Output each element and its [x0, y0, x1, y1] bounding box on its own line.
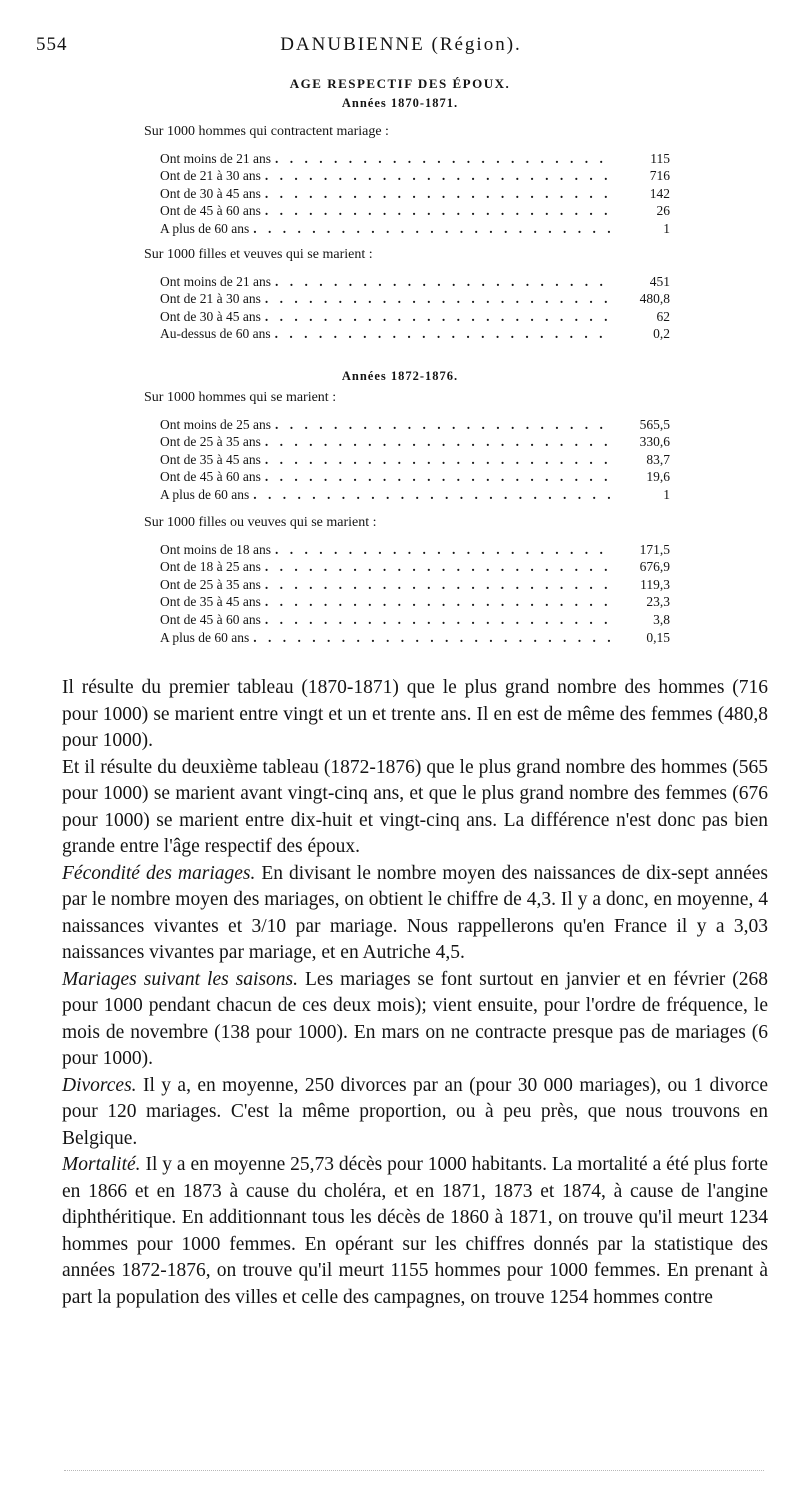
row-value: 115: [650, 150, 670, 166]
leader-dots: [265, 468, 610, 485]
table-row: [160, 202, 670, 220]
row-label: Ont de 21 à 30 ans: [160, 168, 261, 184]
row-label: A plus de 60 ans: [160, 629, 250, 645]
leader-dots: [275, 150, 610, 167]
row-value: 142: [649, 185, 670, 201]
row-value: 565,5: [639, 416, 670, 432]
leader-dots: [265, 611, 610, 628]
table-row: [160, 307, 670, 325]
leader-dots: [265, 308, 610, 325]
row-label: Ont de 35 à 45 ans: [160, 451, 261, 467]
table-row: [160, 149, 670, 167]
table-row: [160, 433, 670, 451]
table-row: [160, 593, 670, 611]
leader-dots: [275, 273, 610, 290]
table-row: [160, 468, 670, 486]
leader-dots: [265, 576, 610, 593]
footer-rule: [64, 1470, 764, 1471]
table-row: [160, 575, 670, 593]
table-intro: Sur 1000 filles ou veuves qui se marient :: [144, 515, 377, 530]
row-label: Ont de 21 à 30 ans: [160, 291, 261, 307]
row-label: A plus de 60 ans: [160, 220, 250, 236]
row-label: Ont de 45 à 60 ans: [160, 203, 261, 219]
row-value: 23,3: [646, 594, 670, 610]
paragraph-heading: Divorces.: [62, 1074, 137, 1096]
leader-dots: [253, 220, 610, 237]
row-value: 330,6: [639, 434, 670, 450]
leader-dots: [253, 629, 610, 646]
paragraph: Il résulte du premier tableau (1870-1871) que le plus grand nombre des hommes (716 pour 1000) se marient entre vingt et un et trente ans. Il en est de même des femmes (480,8 pour 1000).: [62, 677, 768, 751]
table-row: [160, 610, 670, 628]
row-value: 0,15: [646, 629, 670, 645]
row-value: 62: [656, 308, 670, 324]
leader-dots: [275, 416, 610, 433]
row-label: Ont moins de 18 ans: [160, 541, 271, 557]
paragraph-heading: Fécondité des mariages.: [62, 862, 256, 884]
leader-dots: [265, 202, 610, 219]
leader-dots: [265, 290, 610, 307]
paragraph-text: Les mariages se font surtout en janvier et en février (268 pour 1000 pendant chacun de ces deux mois); vient ensuite, pour l'ordre de fréquence, le mois de novembre (138 pour 1000). En mars on ne contracte presque pas de mariages (6 pour 1000).: [62, 968, 768, 1069]
leader-dots: [265, 558, 610, 575]
paragraph: Et il résulte du deuxième tableau (1872-1876) que le plus grand nombre des hommes (565 pour 1000) se marient avant vingt-cinq ans, et que le plus grand nombre des femmes (676 pour 1000) se marient entre dix-huit et vingt-cinq ans. La différence n'est donc pas bien grande entre l'âge respectif des époux.: [62, 756, 768, 857]
row-label: Ont de 35 à 45 ans: [160, 594, 261, 610]
table-row: [160, 628, 670, 646]
running-header: [36, 34, 766, 58]
table-row: [160, 325, 670, 343]
row-value: 26: [656, 203, 670, 219]
row-label: A plus de 60 ans: [160, 486, 250, 502]
leader-dots: [265, 433, 610, 450]
running-title: DANUBIENNE (Région).: [280, 34, 522, 55]
table-row: [160, 219, 670, 237]
body-text: [62, 675, 768, 1311]
row-label: Ont moins de 21 ans: [160, 150, 271, 166]
leader-dots: [265, 593, 610, 610]
row-label: Ont de 25 à 35 ans: [160, 576, 261, 592]
row-value: 0,2: [653, 326, 670, 342]
row-label: Ont de 18 à 25 ans: [160, 559, 261, 575]
table-intro: Sur 1000 filles et veuves qui se marient :: [144, 247, 373, 262]
row-value: 451: [649, 273, 670, 289]
row-label: Ont de 25 à 35 ans: [160, 434, 261, 450]
paragraph: [62, 1073, 768, 1153]
row-value: 119,3: [640, 576, 670, 592]
row-label: Ont moins de 21 ans: [160, 273, 271, 289]
leader-dots: [253, 486, 610, 503]
row-label: Au-dessus de 60 ans: [160, 326, 271, 342]
period-heading: Années 1872-1876.: [341, 369, 459, 383]
table-rows: [160, 149, 670, 237]
row-label: Ont de 45 à 60 ans: [160, 611, 261, 627]
table-row: [160, 450, 670, 468]
table-rows: [160, 415, 670, 503]
leader-dots: [275, 541, 610, 558]
table-row: [160, 485, 670, 503]
table-row: [160, 415, 670, 433]
row-label: Ont de 45 à 60 ans: [160, 469, 261, 485]
table-intro: Sur 1000 hommes qui contractent mariage :: [144, 124, 389, 139]
leader-dots: [275, 325, 610, 342]
table-row: [160, 290, 670, 308]
paragraph: [62, 967, 768, 1073]
row-value: 83,7: [646, 451, 670, 467]
row-value: 716: [649, 168, 670, 184]
row-value: 676,9: [639, 559, 670, 575]
paragraph-text: Il y a, en moyenne, 250 divorces par an (pour 30 000 mariages), ou 1 divorce pour 120 mariages. C'est la même proportion, ou à peu près, que nous trouvons en Belgique.: [62, 1074, 768, 1149]
paragraph-heading: Mortalité.: [62, 1154, 141, 1175]
leader-dots: [265, 185, 610, 202]
row-value: 1: [663, 220, 670, 236]
table-row: [160, 184, 670, 202]
table-row: [160, 558, 670, 576]
paragraph: [62, 861, 768, 967]
paragraph-heading: Mariages suivant les saisons.: [62, 968, 299, 990]
leader-dots: [265, 167, 610, 184]
table-rows: [160, 540, 670, 646]
leader-dots: [265, 451, 610, 468]
table-row: [160, 167, 670, 185]
table-row: [160, 540, 670, 558]
row-value: 3,8: [653, 611, 670, 627]
paragraph-text: En divisant le nombre moyen des naissances de dix-sept années par le nombre moyen des mariages, on obtient le chiffre de 4,3. Il y a donc, en moyenne, 4 naissances vivantes et 3/10 par mariage. Nous rappellerons qu'en France il y a 3,03 naissances vivantes par mariage, et en Autriche 4,5.: [62, 862, 769, 963]
period-heading: Années 1870-1871.: [341, 96, 459, 110]
paragraph: [62, 1152, 768, 1311]
row-label: Ont de 30 à 45 ans: [160, 308, 261, 324]
row-label: Ont de 30 à 45 ans: [160, 185, 261, 201]
table-row: [160, 272, 670, 290]
row-value: 480,8: [639, 291, 670, 307]
paragraph-text: Il y a en moyenne 25,73 décès pour 1000 habitants. La mortalité a été plus forte en 1866 et en 1873 à cause du choléra, et en 1871, 1873 et 1874, à cause de l'angine diphthéritique. En additionnant tous les décès de 1860 à 1871, on trouve qu'il meurt 1234 hommes pour 1000 femmes. En opérant sur les chiffres donnés par la statistique des années 1872-1876, on trouve qu'il meurt 1155 hommes pour 1000 femmes. En prenant à part la population des villes et celle des campagnes, on trouve 1254 hommes contre: [62, 1154, 768, 1308]
table-title: AGE RESPECTIF DES ÉPOUX.: [289, 76, 511, 91]
row-label: Ont moins de 25 ans: [160, 416, 271, 432]
table-intro: Sur 1000 hommes qui se marient :: [144, 390, 337, 405]
row-value: 171,5: [639, 541, 670, 557]
table-rows: [160, 272, 670, 342]
page-number: 554: [36, 34, 68, 55]
row-value: 1: [663, 486, 670, 502]
row-value: 19,6: [646, 469, 670, 485]
